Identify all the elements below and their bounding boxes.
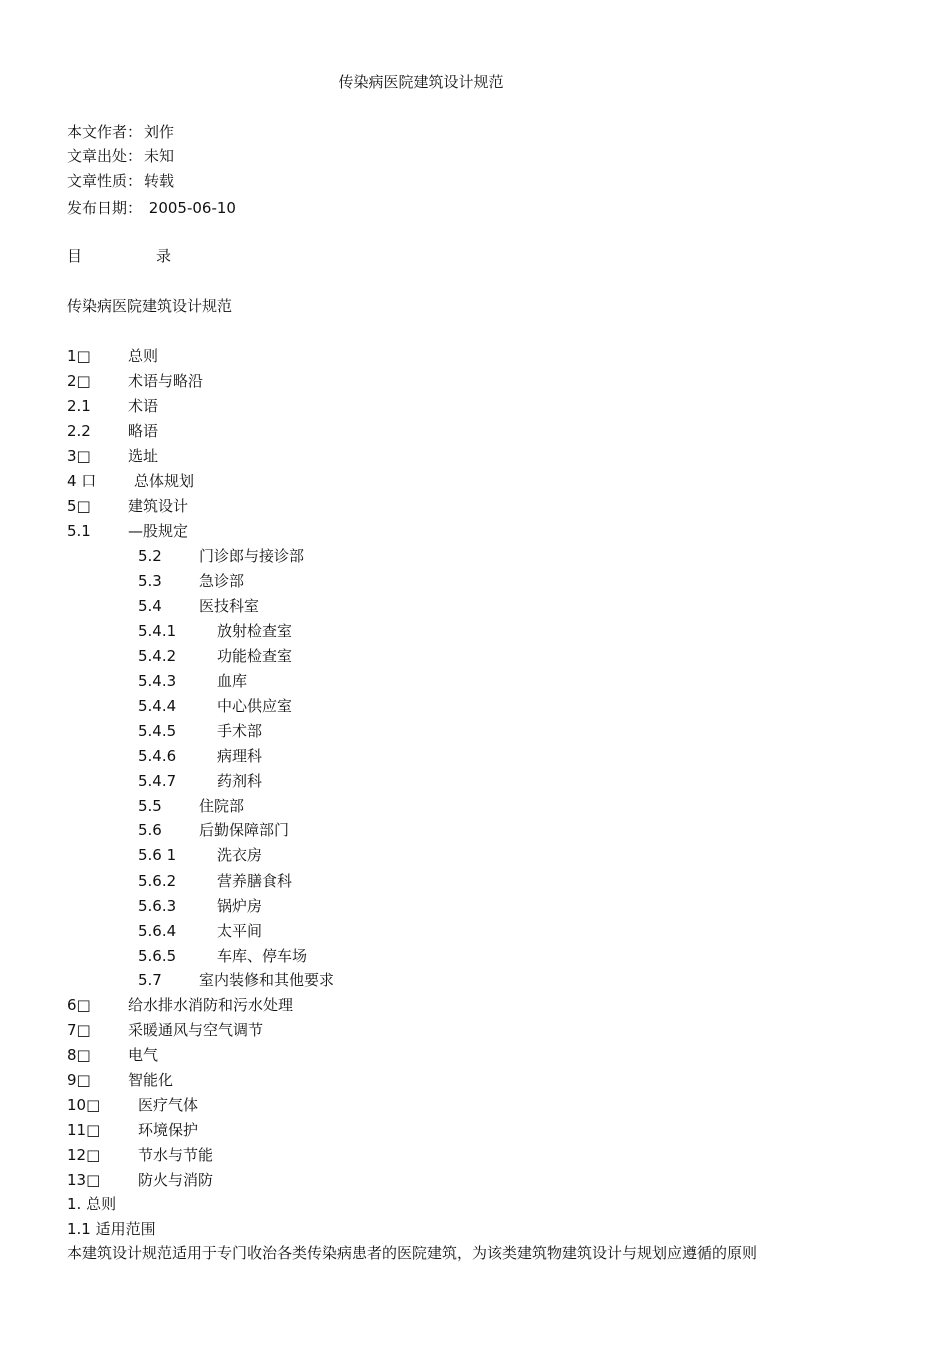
toc-item — [138, 896, 738, 916]
toc-item — [138, 621, 738, 641]
toc-item — [138, 696, 738, 716]
toc-item-number: 7□ — [67, 1021, 91, 1039]
toc-item-number: 5.4.2 — [138, 647, 177, 665]
toc-item-label: 功能检查室 — [217, 647, 293, 665]
meta-value: 2005-06-10 — [144, 199, 236, 217]
toc-item — [67, 1095, 667, 1115]
toc-item — [67, 1020, 667, 1040]
toc-item-number: 5.5 — [138, 797, 162, 815]
toc-item — [138, 746, 738, 766]
toc-item-label: 采暖通风与空气调节 — [128, 1021, 264, 1039]
toc-item-label: 术语 — [128, 397, 159, 415]
toc-item — [138, 921, 738, 941]
section-1-1-text: 本建筑设计规范适用于专门收治各类传染病患者的医院建筑，为该类建筑物建筑设计与规划应遵循的原则 — [67, 1244, 758, 1262]
toc-item-label: 药剂科 — [217, 772, 263, 790]
toc-item-number: 13□ — [67, 1171, 101, 1189]
toc-item-label: 放射检查室 — [217, 622, 293, 640]
toc-heading-right: 录 — [156, 247, 172, 265]
section-1-1-heading: 1.1 适用范围 — [67, 1220, 156, 1238]
toc-item-label: —股规定 — [128, 522, 189, 540]
toc-item-number: 5.6.3 — [138, 897, 177, 915]
toc-item — [67, 446, 667, 466]
toc-item — [138, 571, 738, 591]
toc-item-number: 2□ — [67, 372, 91, 390]
toc-item — [138, 771, 738, 791]
toc-item — [67, 471, 667, 491]
toc-item — [67, 1120, 667, 1140]
toc-item-label: 后勤保障部门 — [199, 821, 290, 839]
meta-value: 转载 — [144, 172, 175, 190]
toc-item — [67, 1170, 667, 1190]
toc-item-label: 术语与略沿 — [128, 372, 204, 390]
toc-item-label: 略语 — [128, 422, 159, 440]
toc-item — [67, 1070, 667, 1090]
toc-item-number: 3□ — [67, 447, 91, 465]
toc-item-label: 选址 — [128, 447, 159, 465]
toc-item — [138, 546, 738, 566]
meta-source — [67, 146, 174, 166]
toc-item-label: 智能化 — [128, 1071, 174, 1089]
toc-item-number: 9□ — [67, 1071, 91, 1089]
toc-item-number: 12□ — [67, 1146, 101, 1164]
toc-item-label: 洗衣房 — [217, 846, 263, 864]
toc-item-label: 建筑设计 — [128, 497, 189, 515]
toc-item-number: 5.7 — [138, 971, 162, 989]
toc-item — [67, 1045, 667, 1065]
toc-item-number: 5.1 — [67, 522, 91, 540]
toc-item-number: 5.6.2 — [138, 872, 177, 890]
toc-item-label: 环境保护 — [138, 1121, 199, 1139]
toc-item-number: 5.4.4 — [138, 697, 177, 715]
toc-item — [138, 671, 738, 691]
toc-item-label: 医疗气体 — [138, 1096, 199, 1114]
toc-item — [138, 796, 738, 816]
toc-item-label: 总体规划 — [134, 472, 195, 490]
toc-item-label: 门诊郎与接诊部 — [199, 547, 305, 565]
toc-item-number: 2.2 — [67, 422, 91, 440]
toc-heading-left: 目 — [67, 247, 83, 265]
meta-label: 文章出处： — [67, 147, 143, 165]
toc-item-number: 5.2 — [138, 547, 162, 565]
toc-item-number: 5.4.3 — [138, 672, 177, 690]
meta-author — [67, 122, 174, 142]
toc-item-number: 11□ — [67, 1121, 101, 1139]
toc-item-label: 防火与消防 — [138, 1171, 214, 1189]
toc-item — [138, 646, 738, 666]
toc-item — [138, 871, 738, 891]
toc-item — [138, 721, 738, 741]
toc-item — [67, 421, 667, 441]
toc-item — [67, 995, 667, 1015]
toc-item-number: 5.3 — [138, 572, 162, 590]
toc-item-number: 2.1 — [67, 397, 91, 415]
toc-item — [67, 1145, 667, 1165]
toc-item-label: 车库、停车场 — [217, 947, 308, 965]
toc-item-label: 给水排水消防和污水处理 — [128, 996, 294, 1014]
toc-item-number: 5.4.7 — [138, 772, 177, 790]
toc-item — [138, 820, 738, 840]
toc-item-number: 8□ — [67, 1046, 91, 1064]
toc-item-label: 室内装修和其他要求 — [199, 971, 335, 989]
toc-item-label: 总则 — [128, 347, 159, 365]
toc-item — [138, 970, 738, 990]
toc-item — [67, 346, 667, 366]
toc-item-number: 5□ — [67, 497, 91, 515]
toc-item — [67, 396, 667, 416]
toc-item-label: 节水与节能 — [138, 1146, 214, 1164]
toc-item-label: 太平间 — [217, 922, 263, 940]
toc-item-label: 营养膳食科 — [217, 872, 293, 890]
toc-item-label: 手术部 — [217, 722, 263, 740]
toc-item-number: 5.6 1 — [138, 846, 177, 864]
toc-item — [67, 496, 667, 516]
meta-nature — [67, 171, 174, 191]
toc-item — [138, 845, 738, 865]
toc-item-number: 1□ — [67, 347, 91, 365]
toc-item — [138, 596, 738, 616]
meta-value: 未知 — [144, 147, 175, 165]
toc-item-label: 中心供应室 — [217, 697, 293, 715]
toc-item — [67, 371, 667, 391]
toc-item-label: 病理科 — [217, 747, 263, 765]
toc-item — [67, 521, 667, 541]
meta-label: 本文作者： — [67, 123, 143, 141]
toc-item-label: 血库 — [217, 672, 248, 690]
toc-subtitle: 传染病医院建筑设计规范 — [67, 297, 233, 315]
toc-item-number: 6□ — [67, 996, 91, 1014]
meta-label: 发布日期： — [67, 199, 143, 217]
toc-item-label: 医技科室 — [199, 597, 260, 615]
toc-item-number: 5.6.4 — [138, 922, 177, 940]
toc-item-label: 住院部 — [199, 797, 245, 815]
section-1-heading: 1. 总则 — [67, 1195, 117, 1213]
toc-item-label: 急诊部 — [199, 572, 245, 590]
toc-item-number: 5.6.5 — [138, 947, 177, 965]
toc-item-number: 5.4 — [138, 597, 162, 615]
toc-item-number: 5.4.6 — [138, 747, 177, 765]
document-title: 传染病医院建筑设计规范 — [338, 73, 504, 91]
toc-item-number: 4 口 — [67, 472, 97, 490]
toc-item-label: 电气 — [128, 1046, 159, 1064]
meta-date — [67, 198, 236, 218]
toc-item-number: 5.4.1 — [138, 622, 177, 640]
toc-item-number: 5.6 — [138, 821, 162, 839]
meta-value: 刘作 — [144, 123, 175, 141]
toc-item-number: 5.4.5 — [138, 722, 177, 740]
toc-item-label: 锅炉房 — [217, 897, 263, 915]
toc-item — [138, 946, 738, 966]
toc-item-number: 10□ — [67, 1096, 101, 1114]
meta-label: 文章性质： — [67, 172, 143, 190]
